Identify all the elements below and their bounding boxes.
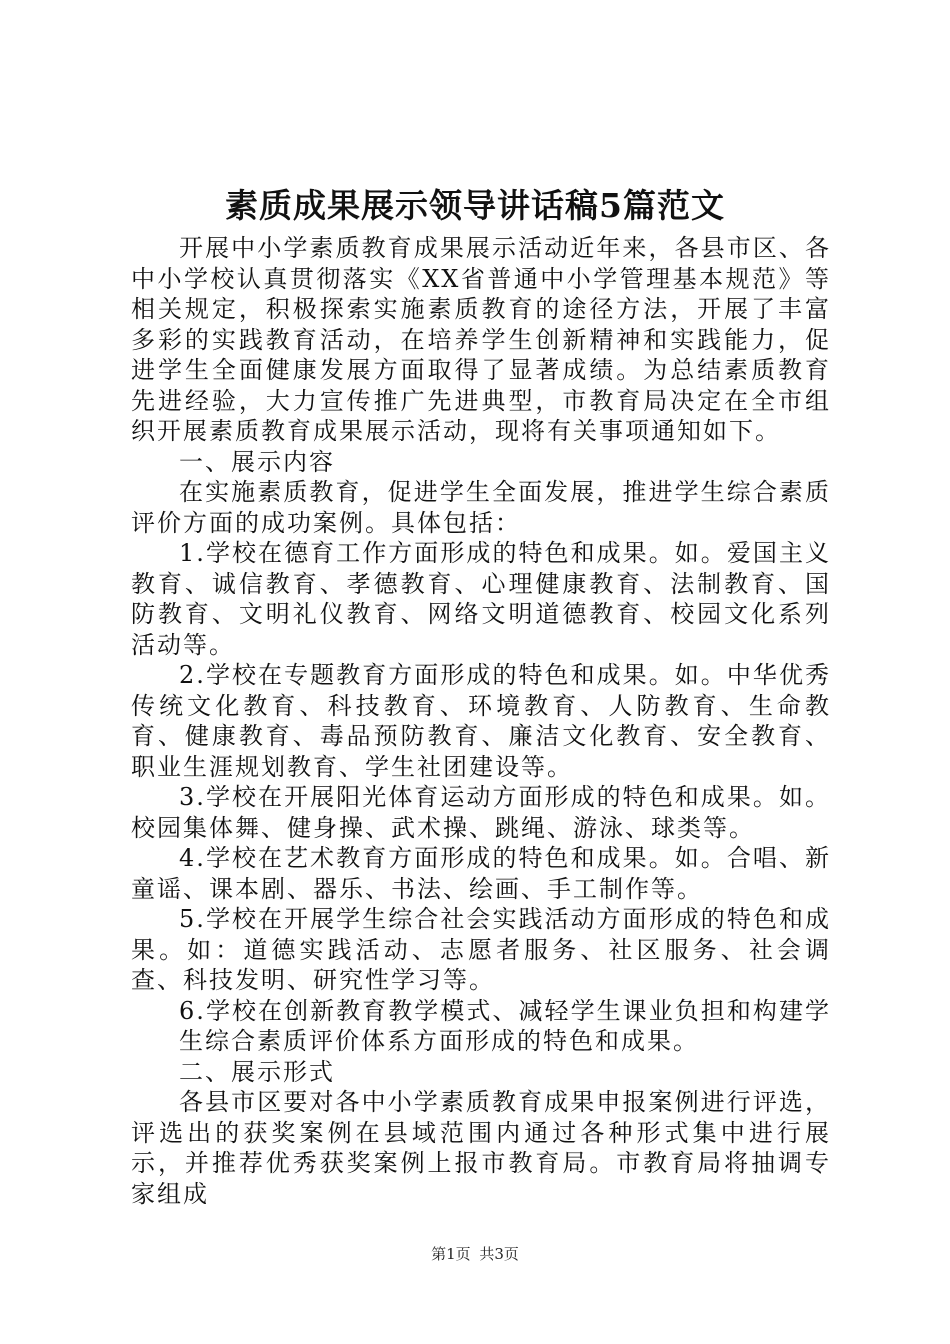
list-item-special-education: 2.学校在专题教育方面形成的特色和成果。如。中华优秀传统文化教育、科技教育、环境教育、人防教育、生命教育、健康教育、毒品预防教育、廉洁文化教育、安全教育、职业生涯规划教育、学生社团建设等。 <box>131 661 831 781</box>
section-heading-content: 一、展示内容 <box>179 447 335 476</box>
list-item-arts: 4.学校在艺术教育方面形成的特色和成果。如。合唱、新童谣、课本剧、器乐、书法、绘画、手工制作等。 <box>131 844 831 903</box>
content-intro-paragraph: 在实施素质教育，促进学生全面发展，推进学生综合素质评价方面的成功案例。具体包括： <box>131 478 831 537</box>
list-item-moral-education: 1.学校在德育工作方面形成的特色和成果。如。爱国主义教育、诚信教育、孝德教育、心理健康教育、法制教育、国防教育、文明礼仪教育、网络文明道德教育、校园文化系列活动等。 <box>131 539 831 659</box>
document-body <box>131 233 831 1209</box>
list-item-sports: 3.学校在开展阳光体育运动方面形成的特色和成果。如。校园集体舞、健身操、武术操、跳绳、游泳、球类等。 <box>131 783 831 842</box>
format-paragraph: 各县市区要对各中小学素质教育成果申报案例进行评选，评选出的获奖案例在县域范围内通过各种形式集中进行展示，并推荐优秀获奖案例上报市教育局。市教育局将抽调专家组成 <box>131 1088 831 1208</box>
page-total: 共3页 <box>479 1245 519 1263</box>
list-item-social-practice: 5.学校在开展学生综合社会实践活动方面形成的特色和成果。如：道德实践活动、志愿者服务、社区服务、社会调查、科技发明、研究性学习等。 <box>131 905 831 994</box>
page-number: 第1页 <box>431 1245 471 1263</box>
page-footer <box>0 1244 950 1264</box>
list-item-teaching-innovation: 6.学校在创新教育教学模式、减轻学生课业负担和构建学生综合素质评价体系方面形成的特色和成果。 <box>179 996 831 1055</box>
document-title: 素质成果展示领导讲话稿5篇范文 <box>225 186 725 225</box>
section-heading-format: 二、展示形式 <box>179 1057 335 1086</box>
intro-paragraph: 开展中小学素质教育成果展示活动近年来，各县市区、各中小学校认真贯彻落实《XX省普通中小学管理基本规范》等相关规定，积极探索实施素质教育的途径方法，开展了丰富多彩的实践教育活动，在培养学生创新精神和实践能力，促进学生全面健康发展方面取得了显著成绩。为总结素质教育先进经验，大力宣传推广先进典型，市教育局决定在全市组织开展素质教育成果展示活动，现将有关事项通知如下。 <box>131 234 831 445</box>
